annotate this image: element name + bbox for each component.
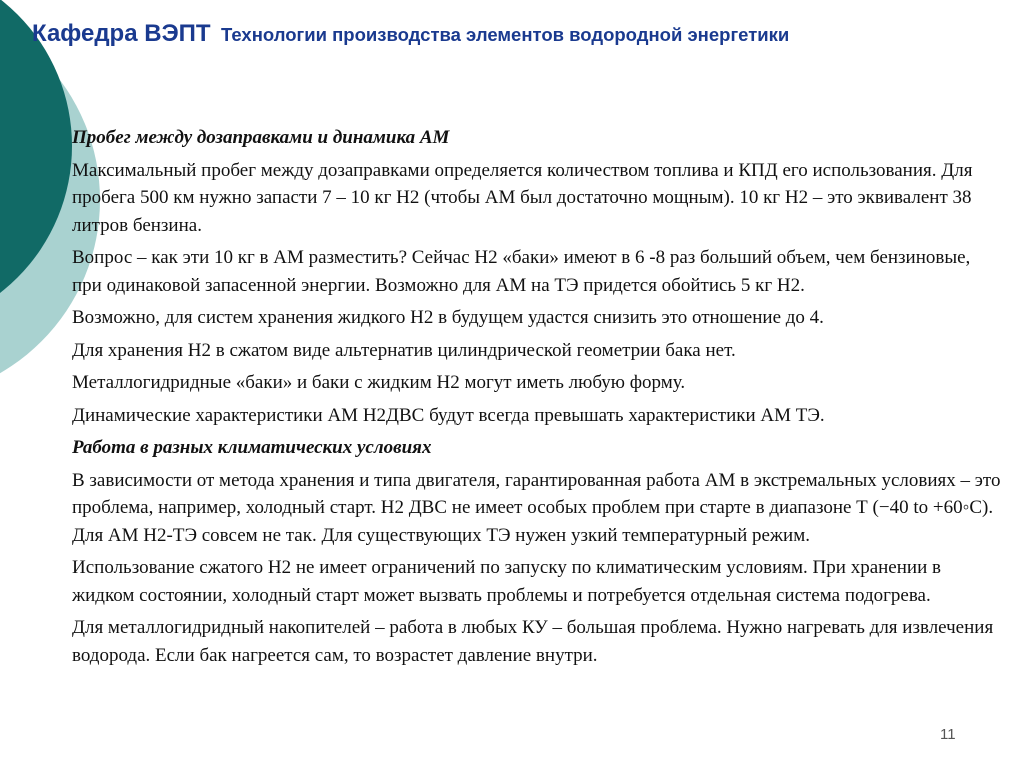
subject-title: Технологии производства элементов водородной энергетики	[221, 24, 790, 45]
paragraph-metal-hydride: Для металлогидридный накопителей – работа в любых КУ – большая проблема. Нужно нагревать для извлечения водорода. Если бак нагреется сам, то возрастет давление внутри.	[72, 617, 994, 666]
paragraph-compressed-geometry: Для хранения Н2 в сжатом виде альтернатив цилиндрической геометрии бака нет.	[72, 339, 736, 361]
paragraph-tank-shape: Металлогидридные «баки» и баки с жидким Н2 могут иметь любую форму.	[72, 372, 686, 393]
paragraph-dynamics: Динамические характеристики АМ Н2ДВС будут всегда превышать характеристики АМ ТЭ.	[72, 404, 825, 426]
slide-body	[72, 124, 1002, 674]
paragraph-compressed-climate: Использование сжатого Н2 не имеет ограничений по запуску по климатическим условиям. При хранении в жидком состоянии, холодный старт может вызвать проблемы и потребуется отдельная система подогрева.	[72, 557, 941, 606]
section-heading-climate: Работа в разных климатических условиях	[72, 437, 432, 458]
paragraph-tank-volume: Вопрос – как эти 10 кг в АМ разместить? Сейчас Н2 «баки» имеют в 6 -8 раз больший объем, чем бензиновые, при одинаковой запасенной энергии. Возможно для АМ на ТЭ придется обойтись 5 кг Н2.	[72, 247, 971, 296]
paragraph-cold-start: В зависимости от метода хранения и типа двигателя, гарантированная работа АМ в экстремальных условиях – это проблема, например, холодный старт. Н2 ДВС не имеет особых проблем при старте в диапазоне Т (−40 to +60◦C). Для АМ Н2-ТЭ совсем не так. Для существующих ТЭ нужен узкий температурный режим.	[72, 469, 1001, 546]
slide-header	[32, 20, 1004, 48]
section-heading-range: Пробег между дозаправками и динамика АМ	[72, 127, 450, 148]
paragraph-max-range: Максимальный пробег между дозаправками определяется количеством топлива и КПД его использования. Для пробега 500 км нужно запасти 7 – 10 кг Н2 (чтобы АМ был достаточно мощным). 10 кг Н2 – это эквивалент 38 литров бензина.	[72, 159, 973, 236]
department-title: Кафедра ВЭПТ	[32, 20, 211, 47]
paragraph-liquid-ratio: Возможно, для систем хранения жидкого Н2 в будущем удастся снизить это отношение до 4.	[72, 307, 824, 328]
page-number: 11	[940, 726, 956, 743]
